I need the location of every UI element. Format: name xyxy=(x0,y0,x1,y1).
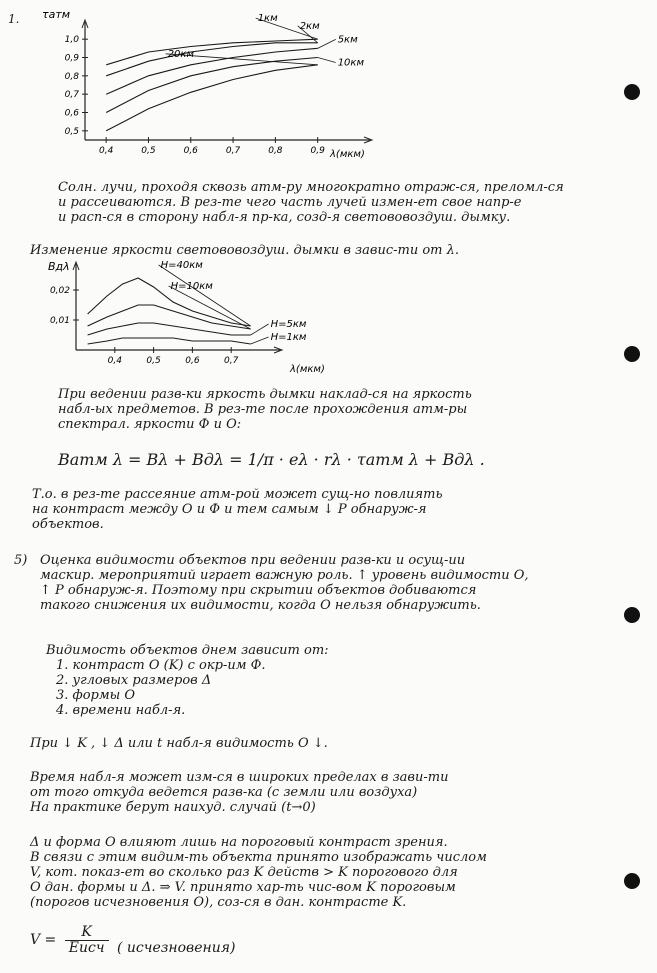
y-tick-label: 0,01 xyxy=(49,316,70,326)
text-line: В связи с этим видим-ть объекта принято изображать числом xyxy=(30,850,487,865)
text-line: Т.о. в рез-те рассеяние атм-рой может сущ-но повлиять xyxy=(32,487,443,502)
bullet-dot xyxy=(624,346,640,362)
text-line: О дан. формы и Δ. ⇒ V. принято хар-ть чис-вом K пороговым xyxy=(30,880,456,895)
text-line: на контраст между О и Ф и тем самым ↓ Р обнаруж-я xyxy=(32,502,427,517)
series-label: 2км xyxy=(299,20,320,32)
text-line: Время набл-я может изм-ся в широких пределах в зави-ти xyxy=(30,770,449,785)
list-item: 1. контраст О (K) с окр-им Ф. xyxy=(56,658,266,673)
chart1-xlabel: λ(мкм) xyxy=(330,149,365,160)
heading-haze: Изменение яркости светововоздуш. дымки в завис-ти от λ. xyxy=(30,243,459,258)
fraction xyxy=(65,925,109,956)
text-line: и расп-ся в сторону набл-я пр-ка, созд-я светововоздуш. дымку. xyxy=(58,210,511,225)
x-tick-label: 0,6 xyxy=(185,356,200,366)
series-label: 1км xyxy=(257,13,278,25)
paragraph-4 xyxy=(40,553,529,613)
x-tick-label: 0,7 xyxy=(224,356,239,366)
text-line: На практике берут наихуд. случай (t→0) xyxy=(30,800,316,815)
paragraph-5: При ↓ K , ↓ Δ или t набл-я видимость О ↓. xyxy=(30,736,328,751)
paragraph-2 xyxy=(58,387,472,432)
y-tick-label: 1,0 xyxy=(64,35,79,46)
series-label: 5км xyxy=(337,34,358,46)
visibility-list xyxy=(46,643,329,718)
text-line: При ведении разв-ки яркость дымки наклад-ся на яркость xyxy=(58,387,472,402)
x-tick-label: 0,9 xyxy=(310,146,325,156)
text-line: Оценка видимости объектов при ведении разв-ки и осущ-ии xyxy=(40,553,466,568)
list-item: 2. угловых размеров Δ xyxy=(56,673,212,688)
y-tick-label: 0,02 xyxy=(49,286,70,296)
series-leader xyxy=(159,265,251,326)
x-tick-label: 0,6 xyxy=(183,146,198,156)
text-line: ↑ Р обнаруж-я. Поэтому при скрытии объектов добиваются xyxy=(40,583,477,598)
series-leader xyxy=(251,337,269,344)
text-line: спектрал. яркости Ф и О: xyxy=(58,417,242,432)
series-line xyxy=(106,58,318,113)
list-item: 3. формы О xyxy=(56,688,136,703)
text-line: объектов. xyxy=(32,517,104,532)
text-line: и рассеиваются. В рез-те чего часть лучей измен-ет свое напр-е xyxy=(58,195,522,210)
list-title: Видимость объектов днем зависит от: xyxy=(46,643,329,658)
bullet-dot xyxy=(624,873,640,889)
series-line xyxy=(88,278,251,326)
chart2-xlabel: λ(мкм) xyxy=(290,364,325,375)
series-line xyxy=(106,65,318,131)
y-tick-label: 0,7 xyxy=(64,90,79,101)
chart2-ylabel: Bдλ xyxy=(48,260,70,273)
series-leader xyxy=(318,58,336,63)
section-number: 1. xyxy=(8,12,20,26)
text-line: Солн. лучи, проходя сквозь атм-ру многократно отраж-ся, преломл-ся xyxy=(58,180,564,195)
bullet-dot xyxy=(624,607,640,623)
series-leader xyxy=(251,324,269,335)
y-tick-label: 0,6 xyxy=(64,108,79,119)
y-tick-label: 0,8 xyxy=(64,71,79,82)
x-tick-label: 0,8 xyxy=(268,146,283,156)
final-note: ( исчезновения) xyxy=(117,940,236,956)
text-line: V, кот. показ-ет во сколько раз K действ > K порогового для xyxy=(30,865,458,880)
list-item: 4. времени набл-я. xyxy=(56,703,186,718)
final-formula xyxy=(30,925,235,956)
paragraph-3 xyxy=(32,487,443,532)
bullet-dot xyxy=(624,84,640,100)
text-line: набл-ых предметов. В рез-те после прохождения атм-ры xyxy=(58,402,468,417)
final-lhs: V = xyxy=(30,932,57,948)
numerator: K xyxy=(65,925,109,941)
text-line: (порогов исчезновения О), соз-ся в дан. контрасте K. xyxy=(30,895,407,910)
y-tick-label: 0,5 xyxy=(64,126,79,137)
text-line: Δ и форма О влияют лишь на пороговый контраст зрения. xyxy=(30,835,448,850)
x-tick-label: 0,5 xyxy=(141,146,156,156)
series-line xyxy=(88,338,251,344)
y-tick-label: 0,9 xyxy=(64,53,79,64)
formula: Bатм λ = Bλ + Bдλ = 1/π · eλ · rλ · τатм λ + Bдλ . xyxy=(58,450,485,469)
paragraph-7 xyxy=(30,835,487,910)
series-label: H=5км xyxy=(270,319,307,330)
series-label: 10км xyxy=(337,57,365,69)
series-label: H=1км xyxy=(270,332,307,343)
section-5-number: 5) xyxy=(14,553,28,568)
series-leader xyxy=(318,39,336,48)
text-line: маскир. мероприятий играет важную роль. ↑ уровень видимости О, xyxy=(40,568,529,583)
transmission-chart xyxy=(30,0,430,175)
x-tick-label: 0,7 xyxy=(225,146,241,156)
paragraph-6 xyxy=(30,770,448,815)
text-line: от того откуда ведется разв-ка (с земли или воздуха) xyxy=(30,785,418,800)
haze-brightness-chart xyxy=(40,258,380,378)
denominator: Eисч xyxy=(68,940,105,956)
x-tick-label: 0,5 xyxy=(146,356,161,366)
chart1-ylabel: τатм xyxy=(42,8,71,21)
series-label: 20км xyxy=(167,48,195,60)
series-label: H=40км xyxy=(160,260,203,271)
x-tick-label: 0,4 xyxy=(107,356,122,366)
paragraph-1 xyxy=(58,180,564,225)
x-tick-label: 0,4 xyxy=(98,146,114,156)
text-line: такого снижения их видимости, когда О нельзя обнаружить. xyxy=(40,598,481,613)
series-label: H=10км xyxy=(170,281,213,292)
